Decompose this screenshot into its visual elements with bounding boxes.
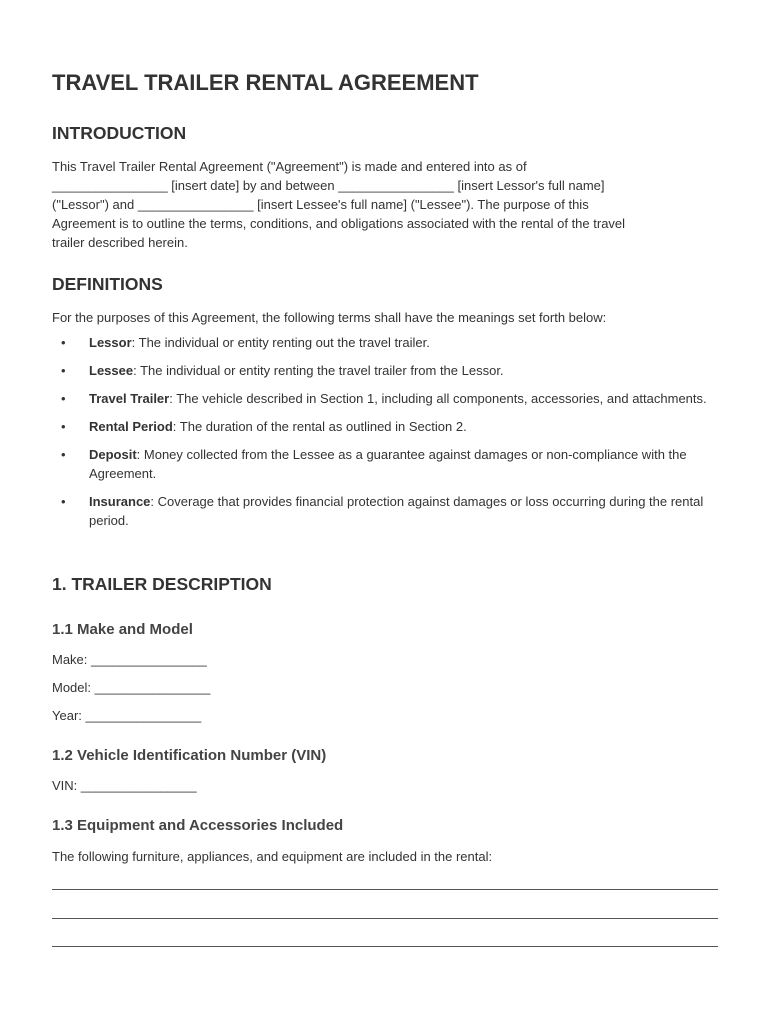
definitions-list [52,333,720,539]
equipment-blank-line [52,918,718,919]
equipment-intro: The following furniture, appliances, and equipment are included in the rental: [52,849,493,864]
introduction-line: Agreement is to outline the terms, conditions, and obligations associated with the rental of the travel [52,216,626,231]
equipment-blank-line [52,946,718,947]
bullet-icon: • [61,494,66,509]
definition-term: Travel Trailer [89,391,170,406]
definition-text: : The duration of the rental as outlined in Section 2. [172,419,467,434]
introduction-line: ("Lessor") and ________________ [insert Lessee's full name] ("Lessee"). The purpose of this [52,197,589,212]
model-field: Model: ________________ [52,680,211,695]
definition-text: : The vehicle described in Section 1, including all components, accessories, and attachments. [169,391,707,406]
introduction-line: trailer described herein. [52,235,188,250]
introduction-line: This Travel Trailer Rental Agreement ("Agreement") is made and entered into as of [52,159,527,174]
introduction-paragraph [52,157,720,252]
definition-text: : The individual or entity renting the travel trailer from the Lessor. [133,363,504,378]
bullet-icon: • [61,391,66,406]
definition-item-lessee [52,361,720,380]
introduction-heading: INTRODUCTION [52,123,187,143]
equipment-heading: 1.3 Equipment and Accessories Included [52,817,344,834]
definition-term: Lessee [89,363,134,378]
vin-field: VIN: ________________ [52,778,197,793]
definitions-intro: For the purposes of this Agreement, the following terms shall have the meanings set forth below: [52,310,607,325]
bullet-icon: • [61,419,66,434]
definition-item-deposit [52,445,720,483]
definition-item-lessor [52,333,720,352]
definition-item-rental-period [52,417,720,436]
introduction-line: ________________ [insert date] by and between ________________ [insert Lessor's full name] [52,178,605,193]
definition-text: : Coverage that provides financial protection against damages or loss occurring during the rental period. [89,494,704,528]
definition-term: Deposit [89,447,137,462]
bullet-icon: • [61,335,66,350]
definition-text: : Money collected from the Lessee as a guarantee against damages or non-compliance with the Agreement. [89,447,687,481]
definition-text: : The individual or entity renting out the travel trailer. [131,335,430,350]
vin-heading: 1.2 Vehicle Identification Number (VIN) [52,747,327,764]
section1-heading: 1. TRAILER DESCRIPTION [52,574,272,594]
definition-term: Insurance [89,494,151,509]
definition-item-travel-trailer [52,389,720,408]
definitions-heading: DEFINITIONS [52,274,163,294]
make-field: Make: ________________ [52,652,207,667]
bullet-icon: • [61,447,66,462]
definition-term: Rental Period [89,419,173,434]
equipment-blank-line [52,889,718,890]
bullet-icon: • [61,363,66,378]
document-title: TRAVEL TRAILER RENTAL AGREEMENT [52,70,479,95]
year-field: Year: ________________ [52,708,202,723]
definition-term: Lessor [89,335,132,350]
definition-item-insurance [52,492,720,530]
make-model-heading: 1.1 Make and Model [52,621,193,638]
